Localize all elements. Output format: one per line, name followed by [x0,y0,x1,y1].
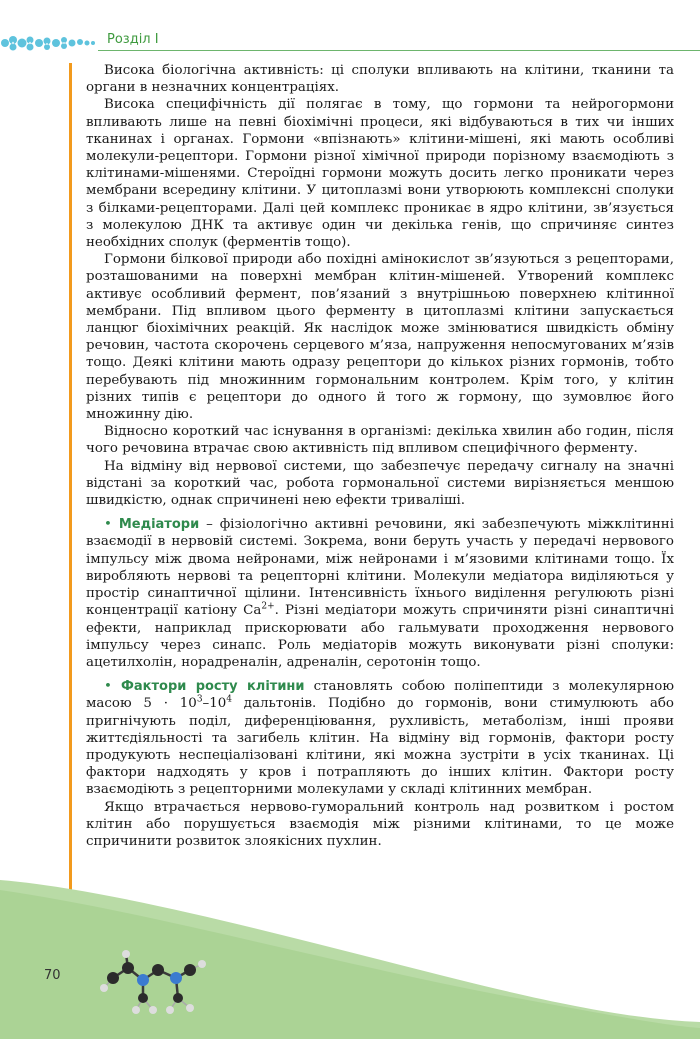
page-number: 70 [44,968,61,983]
exponent: 4 [226,694,233,705]
mediators-text: – фізіологічно активні речовини, які забезпечують міжклітинні взаємодії в нервовій системі. Зокрема, вони беруть участь у передачі нервового імпульсу між двома нейронами, між нейронами і м’язовими клітинами тощо. Їх виробляють нервові та рецепторні клітини. Молекули медіатора виділяються у простір синаптичної щілини. Інтенсивність їхнього виділення регулюють різні концентрації катіону Ca [86,517,674,619]
growth-text: становлять собою поліпептиди з молекулярною масою 5 · 10 [86,679,674,712]
exponent: 3 [196,694,203,705]
decorative-dots-icon [0,32,96,54]
bullet: • [104,679,112,695]
molecule-illustration-icon [98,948,208,1018]
paragraph: На відміну від нервової системи, що забезпечує передачу сигналу на значні відстані за короткий час, робота гормональної системи вирізняється меншою швидкістю, однак спричинені нею ефекти триваліші. [86,458,674,509]
growth-text-range: –10 [202,696,227,712]
paragraph: Якщо втрачається нервово-гуморальний контроль над розвитком і ростом клітин або порушується взаємодія між різними клітинами, то це може спричинити розвиток злоякісних пухлин. [86,799,674,849]
term-growth-factors: Фактори росту клітини [120,679,305,695]
bullet: • [104,517,112,533]
main-text [86,62,674,850]
header-divider [98,50,700,51]
page-header [0,30,700,56]
section-title: Розділ І [107,32,159,47]
mediators-block [86,516,674,671]
growth-factors-block [86,678,674,850]
growth-text-cont: дальтонів. Подібно до гормонів, вони стимулюють або пригнічують поділ, диференціювання, рухливість, метаболізм, інші прояви життєдіяльності та загибель клітин. На відміну від гормонів, фактори росту продукують неспеціалізовані клітини, які можна зустріти в усіх тканинах. Ці фактори надходять у кров і потрапляють до інших клітин. Фактори росту взаємодіють з рецепторними молекулами у складі клітинних мембран. [86,696,674,798]
paragraph: Висока біологічна активність: ці сполуки впливають на клітини, тканини та органи в незначних концентраціях. [86,63,674,96]
mediators-text-cont: . Різні медіатори можуть спричиняти різні синаптичні ефекти, наприклад прискорювати або гальмувати проходження нервового імпульсу через синапс. Роль медіаторів можуть виконувати різні сполуки: ацетилхолін, норадреналін, адреналін, серотонін тощо. [86,603,675,670]
paragraph: Гормони білкової природи або похідні амінокислот зв’язуються з рецепторами, розташованими на поверхні мембран клітин-мішеней. Утворений комплекс активує особливий фермент, пов’язаний з внутрішньою поверхнею клітинної мембрани. Під впливом цього ферменту в цитоплазмі клітини запускається ланцюг біохімічних реакцій. Як наслідок може змінюватися швидкість обміну речовин, частота скорочень серцевого м’яза, напруження непосмугованих м’язів тощо. Деякі клітини мають одразу рецептори до кількох різних гормонів, тобто перебувають під множинним гормональним контролем. Крім того, у клітин різних типів є рецептори до одного й того ж гормону, що зумовлює його множинну дію. [86,252,674,423]
paragraph: Висока специфічність дії полягає в тому, що гормони та нейрогормони впливають лише на певні біохімічні процеси, які відбуваються в тих чи інших тканинах і органах. Гормони «впізнають» клітини-мішені, які мають особливі молекули-рецептори. Гормони різної хімічної природи порізному взаємодіють з клітинами-мішенями. Стероїдні гормони можуть досить легко проникати через мембрани всередину клітини. У цитоплазмі вони утворюють комплексні сполуки з білками-рецепторами. Далі цей комплекс проникає в ядро клітини, зв’язується з молекулою ДНК та активує один чи декілька генів, що спричиняє синтез необхідних сполук (ферментів тощо). [86,97,674,251]
paragraph: Відносно короткий час існування в організмі: декілька хвилин або годин, після чого речовина втрачає свою активність під впливом специфічного ферменту. [86,424,674,457]
mediators-paragraph [86,516,674,671]
margin-accent-bar [69,63,72,948]
growth-paragraph [86,678,674,798]
term-mediators: Медіатори [118,517,200,533]
ion-charge: 2+ [261,601,275,612]
